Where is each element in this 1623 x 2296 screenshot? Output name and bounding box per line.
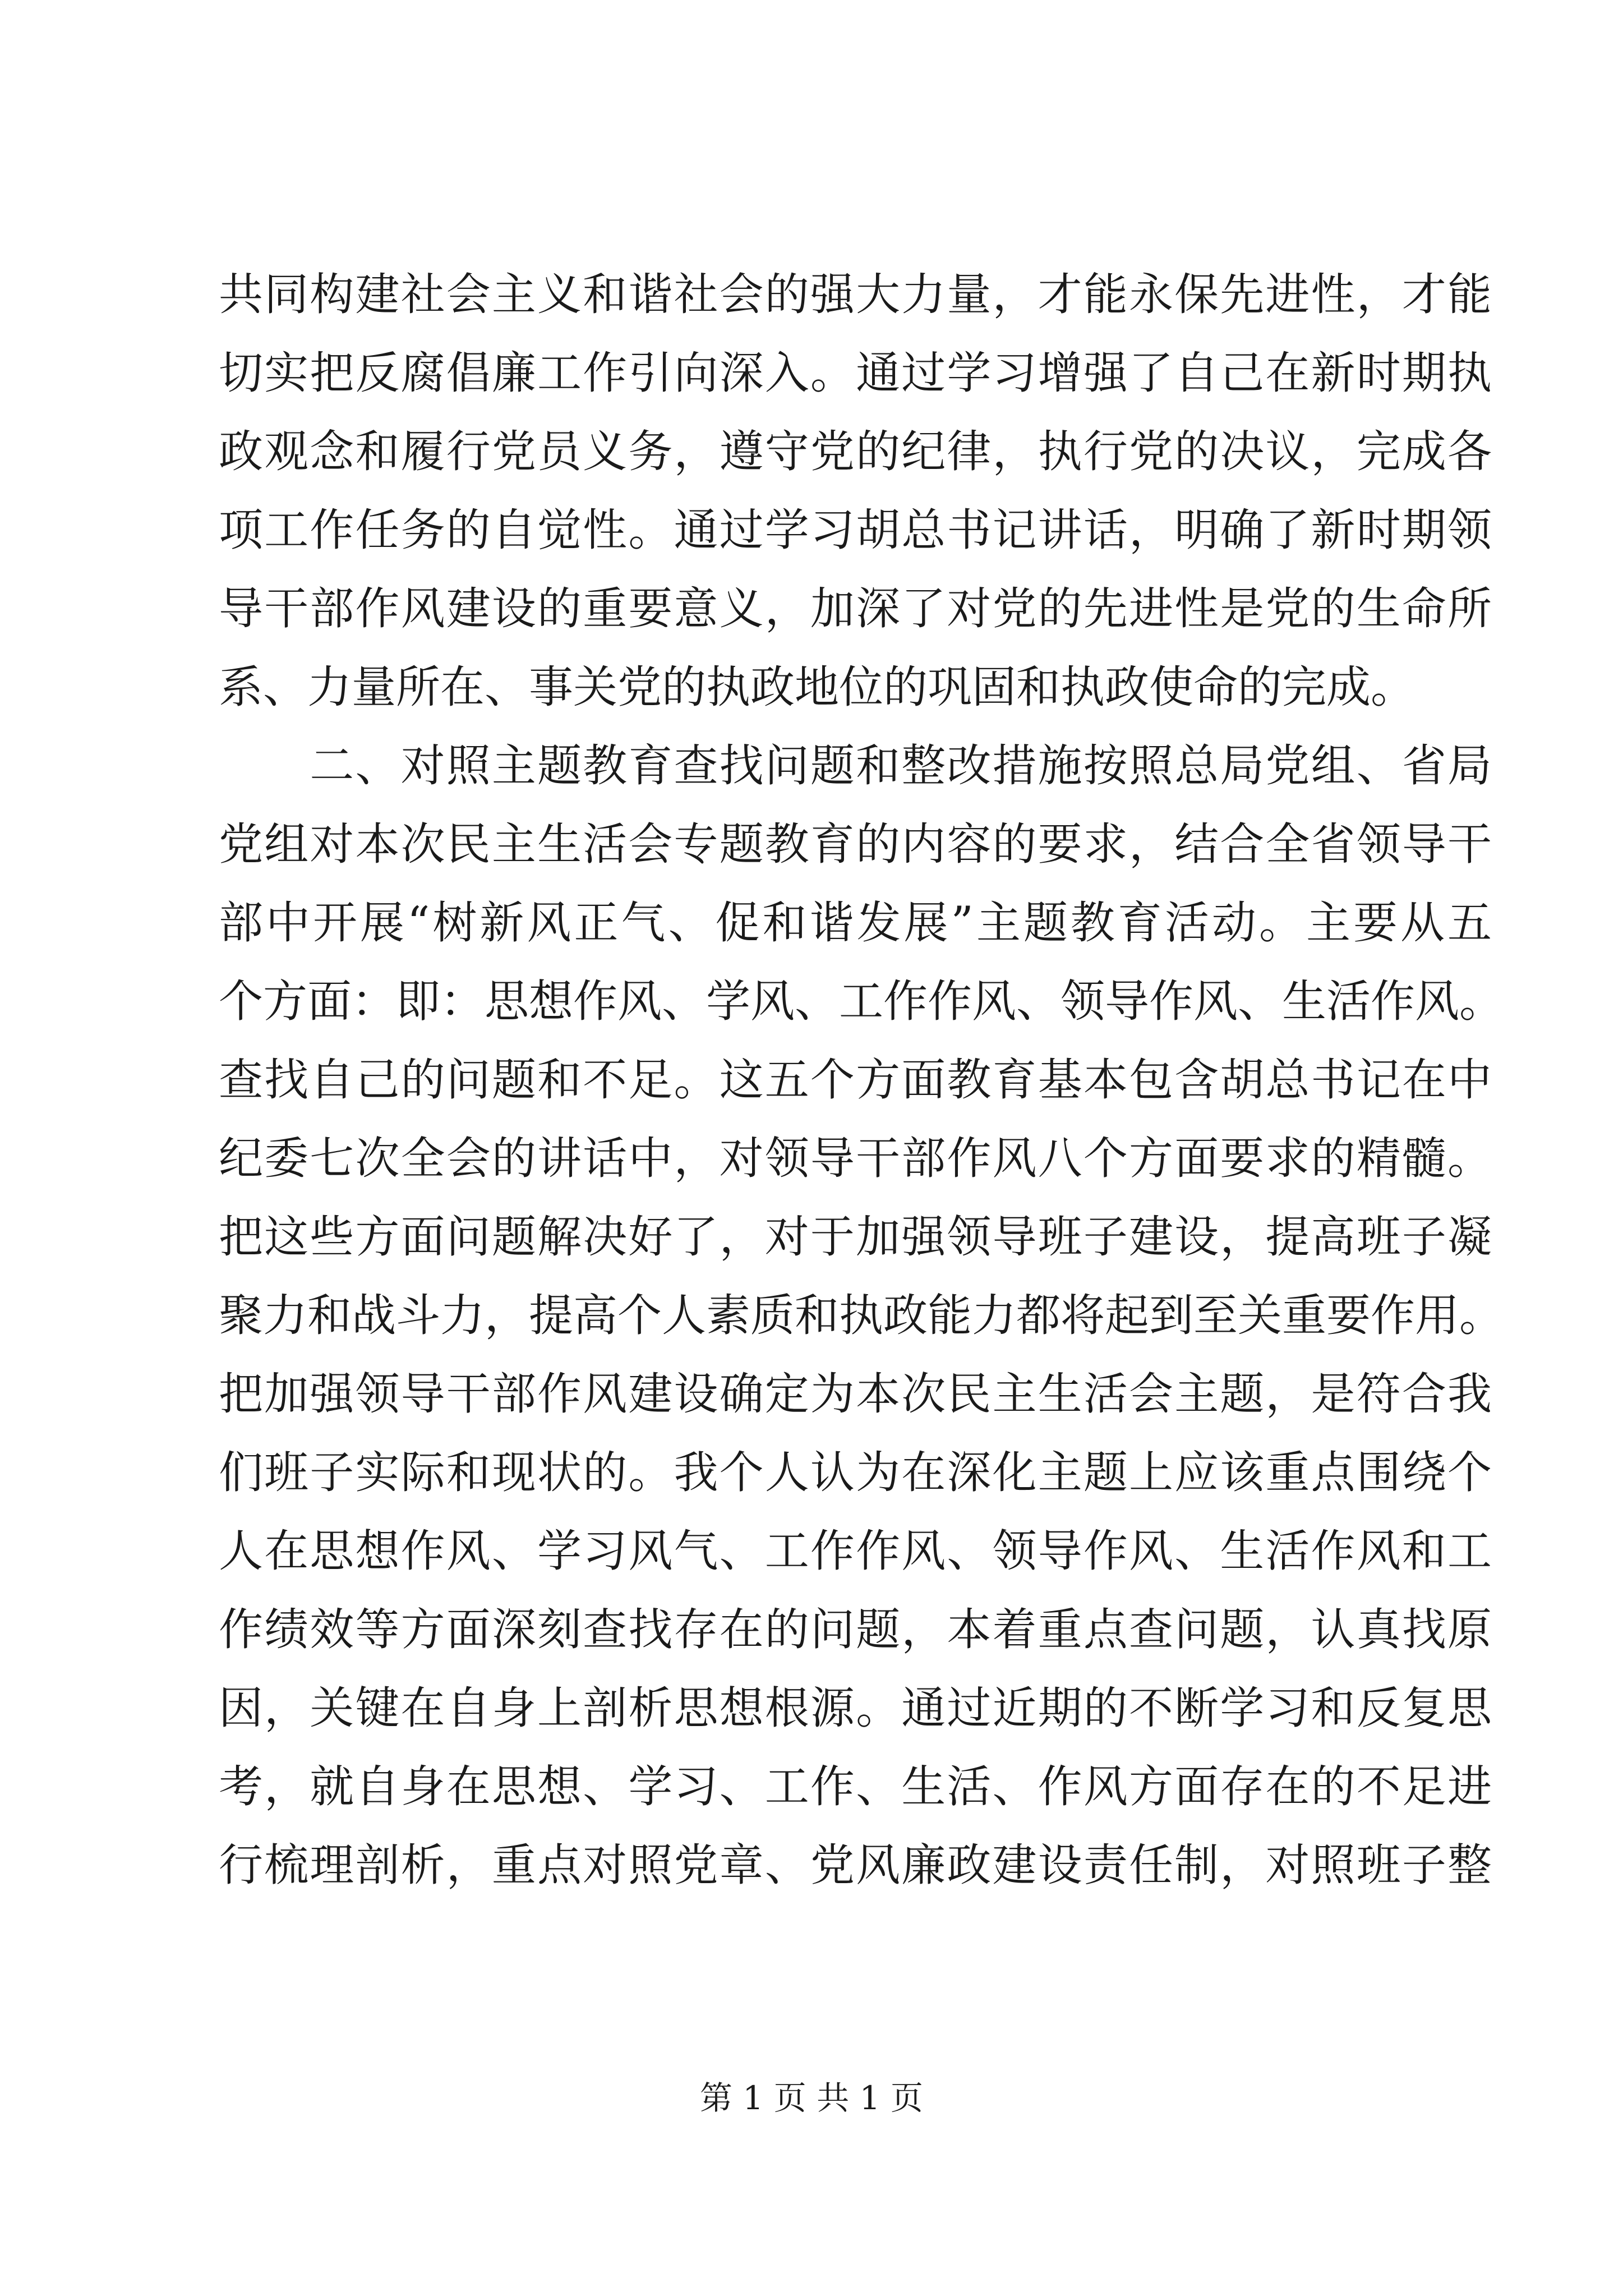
- text-line: 二、对照主题教育查找问题和整改措施按照总局党组、省局: [219, 740, 1492, 792]
- text-line: 纪委七次全会的讲话中，对领导干部作风八个方面要求的精髓。: [219, 1133, 1492, 1184]
- text-line: 人在思想作风、学习风气、工作作风、领导作风、生活作风和工: [219, 1525, 1492, 1577]
- text-line: 查找自己的问题和不足。这五个方面教育基本包含胡总书记在中: [219, 1054, 1492, 1106]
- text-line: 把加强领导干部作风建设确定为本次民主生活会主题，是符合我: [219, 1368, 1492, 1420]
- text-line: 共同构建社会主义和谐社会的强大力量，才能永保先进性，才能: [219, 269, 1492, 320]
- text-line: 们班子实际和现状的。我个人认为在深化主题上应该重点围绕个: [219, 1447, 1492, 1498]
- text-line: 聚力和战斗力，提高个人素质和执政能力都将起到至关重要作用。: [219, 1290, 1504, 1341]
- body-text: [219, 255, 1504, 1904]
- text-line: 系、力量所在、事关党的执政地位的巩固和执政使命的完成。: [219, 661, 1415, 713]
- text-line: 项工作任务的自觉性。通过学习胡总书记讲话，明确了新时期领: [219, 504, 1492, 556]
- text-line: 政观念和履行党员义务，遵守党的纪律，执行党的决议，完成各: [219, 426, 1492, 477]
- text-line: 党组对本次民主生活会专题教育的内容的要求，结合全省领导干: [219, 818, 1492, 870]
- text-line: 考，就自身在思想、学习、工作、生活、作风方面存在的不足进: [219, 1761, 1492, 1812]
- text-line: 行梳理剖析，重点对照党章、党风廉政建设责任制，对照班子整: [219, 1839, 1492, 1891]
- text-line: 切实把反腐倡廉工作引向深入。通过学习增强了自己在新时期执: [219, 347, 1492, 399]
- text-line: 个方面：即：思想作风、学风、工作作风、领导作风、生活作风。: [219, 976, 1504, 1027]
- text-line: 作绩效等方面深刻查找存在的问题，本着重点查问题，认真找原: [219, 1604, 1492, 1655]
- text-line: 把这些方面问题解决好了，对于加强领导班子建设，提高班子凝: [219, 1211, 1492, 1263]
- page-number-footer: 第 1 页 共 1 页: [700, 2079, 923, 2117]
- text-line: 导干部作风建设的重要意义，加深了对党的先进性是党的生命所: [219, 583, 1492, 634]
- text-line: 部中开展“树新风正气、促和谐发展”主题教育活动。主要从五: [219, 897, 1492, 949]
- text-line: 因，关键在自身上剖析思想根源。通过近期的不断学习和反复思: [219, 1682, 1492, 1734]
